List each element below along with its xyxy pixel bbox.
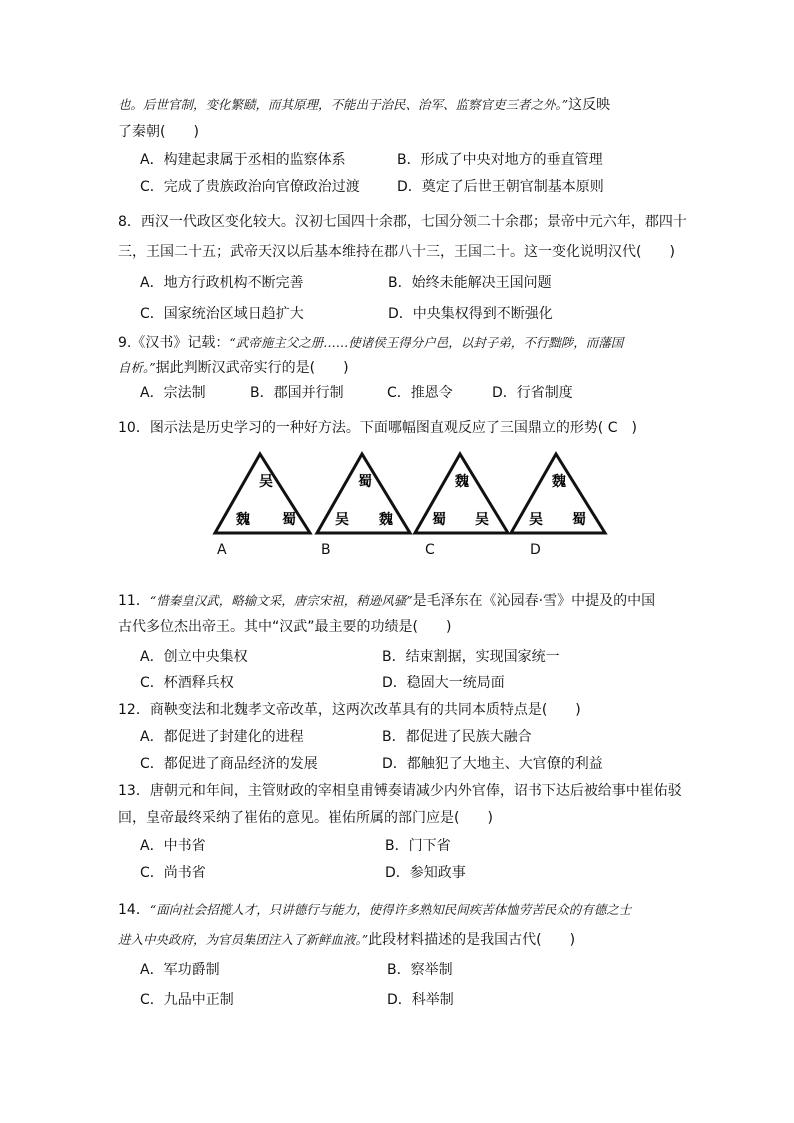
- q13-option-b[interactable]: B．门下省: [385, 838, 451, 854]
- q11-stem-line2: 古代多位杰出帝王。其中“汉武”最主要的功绩是( ): [118, 619, 452, 635]
- diagram-a[interactable]: [215, 454, 310, 533]
- q14-option-c[interactable]: C．九品中正制: [140, 992, 234, 1008]
- diagram-b-top-label: 蜀: [358, 474, 372, 490]
- q13-stem-line1: 13．唐朝元和年间，主管财政的宰相皇甫镈奏请减少内外官俸，诏书下达后被给事中崔佑驳: [118, 783, 682, 799]
- q8-stem-line2: 三，王国二十五；武帝天汉以后基本维持在郡八十三，王国二十。这一变化说明汉代( ): [118, 244, 675, 260]
- q12-option-c[interactable]: C．都促进了商品经济的发展: [140, 756, 318, 772]
- q12-option-d[interactable]: D．都触犯了大地主、大官僚的利益: [382, 756, 603, 772]
- three-kingdoms-diagrams: [210, 450, 610, 540]
- q11-stem-line1: [118, 591, 655, 611]
- diagram-c-left-label: 蜀: [432, 512, 446, 528]
- q11-prefix: 11．: [118, 593, 150, 609]
- q14-quote-part1: “面向社会招揽人才，只讲德行与能力，使得许多熟知民间疾苦体恤劳苦民众的有德之士: [149, 902, 632, 917]
- q7-tail: 这反映: [568, 97, 611, 113]
- diagram-a-left-label: 魏: [236, 512, 250, 528]
- diagram-a-right-label: 蜀: [282, 512, 296, 528]
- q14-stem-line2: [118, 930, 575, 950]
- q14-stem-line1: [118, 900, 631, 920]
- q8-option-c[interactable]: C．国家统治区域日趋扩大: [140, 306, 304, 322]
- q12-stem: 12．商鞅变法和北魏孝文帝改革，这两次改革具有的共同本质特点是( ): [118, 702, 581, 718]
- q12-option-a[interactable]: A．都促进了封建化的进程: [140, 729, 304, 745]
- q13-option-d[interactable]: D．参知政事: [385, 865, 466, 881]
- diagram-c-letter: C: [425, 542, 435, 558]
- q7-quote: 也。后世官制，变化繁赜，而其原理，不能出于治民、治军、监察官吏三者之外。”: [118, 97, 569, 112]
- q14-option-b[interactable]: B．察举制: [387, 962, 453, 978]
- q9-option-b[interactable]: B．郡国并行制: [250, 385, 344, 401]
- diagram-d-top-label: 魏: [552, 474, 566, 490]
- q9-stem-line1: [118, 333, 623, 353]
- q9-tail: 据此判断汉武帝实行的是( ): [155, 360, 349, 376]
- triangle-b: [317, 454, 410, 533]
- q14-option-d[interactable]: D．科举制: [387, 992, 454, 1008]
- q11-option-a[interactable]: A．创立中央集权: [140, 649, 248, 665]
- diagram-d[interactable]: [511, 454, 605, 533]
- q13-option-a[interactable]: A．中书省: [140, 838, 206, 854]
- q11-option-c[interactable]: C．杯酒释兵权: [140, 675, 234, 691]
- q7-option-d[interactable]: D．奠定了后世王朝官制基本原则: [397, 179, 604, 195]
- diagram-b[interactable]: [317, 454, 410, 533]
- q13-stem-line2: 回，皇帝最终采纳了崔佑的意见。崔佑所属的部门应是( ): [118, 810, 493, 826]
- q9-prefix: 9.《汉书》记载：: [118, 335, 230, 351]
- q14-quote-part2: 进入中央政府，为官员集团注入了新鲜血液。”: [118, 932, 369, 947]
- diagram-a-letter: A: [217, 542, 227, 558]
- q7-option-c[interactable]: C．完成了贵族政治向官僚政治过渡: [140, 179, 360, 195]
- q9-quote-part1: “武帝施主父之册……使诸侯王得分户邑，以封子弟，不行黜陟，而藩国: [229, 335, 624, 350]
- triangle-d: [511, 454, 605, 533]
- q8-option-a[interactable]: A．地方行政机构不断完善: [140, 275, 304, 291]
- q11-option-d[interactable]: D．稳固大一统局面: [382, 675, 505, 691]
- q9-quote-part2: 自析。”: [118, 360, 156, 375]
- q13-option-c[interactable]: C．尚书省: [140, 865, 206, 881]
- diagram-b-left-label: 吴: [335, 512, 349, 528]
- diagram-b-letter: B: [321, 542, 331, 558]
- q14-tail: 此段材料描述的是我国古代( ): [368, 932, 576, 948]
- q11-quote: “惜秦皇汉武，略输文采，唐宗宋祖，稍逊风骚”: [149, 593, 413, 608]
- q7-option-b[interactable]: B．形成了中央对地方的垂直管理: [397, 152, 603, 168]
- q11-option-b[interactable]: B．结束割据，实现国家统一: [382, 649, 560, 665]
- q8-option-d[interactable]: D．中央集权得到不断强化: [388, 306, 553, 322]
- q9-option-c[interactable]: C．推恩令: [387, 385, 453, 401]
- q9-stem-line2: [118, 358, 349, 378]
- diagram-c-top-label: 魏: [455, 474, 469, 490]
- q14-option-a[interactable]: A．军功爵制: [140, 962, 220, 978]
- diagram-d-letter: D: [530, 542, 541, 558]
- diagram-c-right-label: 吴: [475, 512, 489, 528]
- diagram-d-left-label: 吴: [529, 512, 543, 528]
- q8-option-b[interactable]: B．始终未能解决王国问题: [388, 275, 552, 291]
- q12-option-b[interactable]: B．都促进了民族大融合: [382, 729, 532, 745]
- diagram-a-top-label: 吴: [259, 474, 273, 490]
- q9-option-a[interactable]: A．宗法制: [140, 385, 206, 401]
- q7-option-a[interactable]: A．构建起隶属于丞相的监察体系: [140, 152, 346, 168]
- q7-continuation-line1: [118, 95, 610, 115]
- q11-tail: 是毛泽东在《沁园春·雪》中提及的中国: [412, 593, 656, 609]
- diagram-c[interactable]: [415, 454, 508, 533]
- q8-stem-line1: 8．西汉一代政区变化较大。汉初七国四十余郡，七国分领二十余郡；景帝中元六年，郡四十: [118, 214, 687, 230]
- q14-prefix: 14．: [118, 902, 150, 918]
- diagram-d-right-label: 蜀: [572, 512, 586, 528]
- q7-continuation-line2: 了秦朝( ): [118, 124, 199, 140]
- q10-stem: 10．图示法是历史学习的一种好方法。下面哪幅图直观反应了三国鼎立的形势( C ): [118, 420, 637, 436]
- triangle-c: [415, 454, 508, 533]
- diagram-b-right-label: 魏: [379, 512, 393, 528]
- q9-option-d[interactable]: D．行省制度: [492, 385, 573, 401]
